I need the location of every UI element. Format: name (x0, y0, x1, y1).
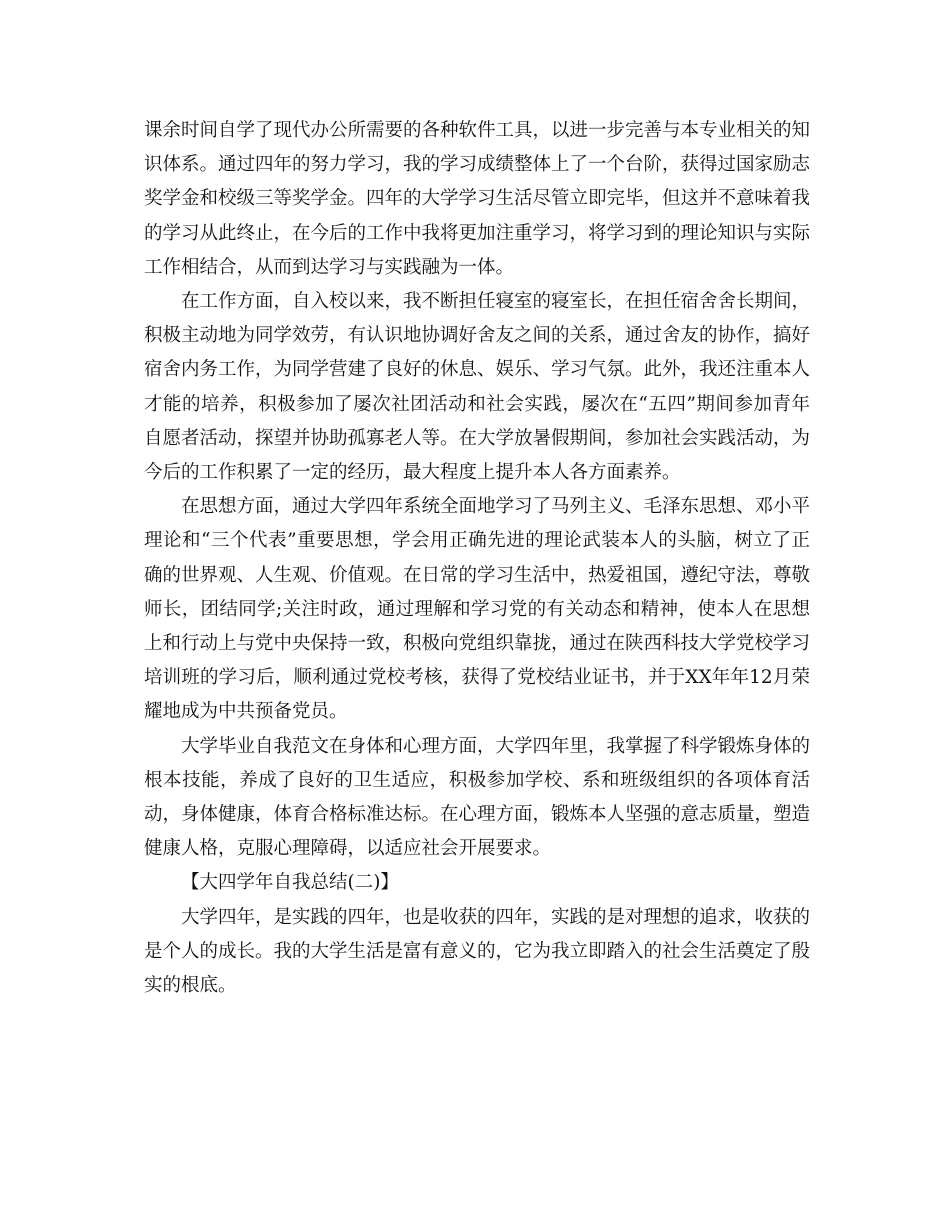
paragraph-thought: 在思想方面，通过大学四年系统全面地学习了马列主义、毛泽东思想、邓小平理论和“三个代表”重要思想，学会用正确先进的理论武装本人的头脑，树立了正确的世界观、人生观、价值观。在日常的学习生活中，热爱祖国，遵纪守法，尊敬师长，团结同学;关注时政，通过理解和学习党的有关动态和精神，使本人在思想上和行动上与党中央保持一致，积极向党组织靠拢，通过在陕西科技大学党校学习培训班的学习后，顺利通过党校考核，获得了党校结业证书，并于XX年年12月荣耀地成为中共预备党员。 (144, 496, 811, 723)
paragraph-intro: 大学四年，是实践的四年，也是收获的四年，实践的是对理想的追求，收获的是个人的成长。我的大学生活是富有意义的，它为我立即踏入的社会生活奠定了殷实的根底。 (144, 906, 811, 997)
paragraph-work: 在工作方面，自入校以来，我不断担任寝室的寝室长，在担任宿舍舍长期间，积极主动地为同学效劳，有认识地协调好舍友之间的关系，通过舍友的协作，搞好宿舍内务工作，为同学营建了良好的休息、娱乐、学习气氛。此外，我还注重本人才能的培养，积极参加了屡次社团活动和社会实践，屡次在“五四”期间参加青年自愿者活动，探望并协助孤寡老人等。在大学放暑假期间，参加社会实践活动，为今后的工作积累了一定的经历，最大程度上提升本人各方面素养。 (144, 291, 811, 484)
paragraph-study: 课余时间自学了现代办公所需要的各种软件工具，以进一步完善与本专业相关的知识体系。通过四年的努力学习，我的学习成绩整体上了一个台阶，获得过国家励志奖学金和校级三等奖学金。四年的大学学习生活尽管立即完毕，但这并不意味着我的学习从此终止，在今后的工作中我将更加注重学习，将学习到的理论知识与实际工作相结合，从而到达学习与实践融为一体。 (144, 120, 811, 278)
document-body (144, 114, 810, 1003)
section-heading: 【大四学年自我总结(二)】 (181, 872, 399, 894)
paragraph-health: 大学毕业自我范文在身体和心理方面，大学四年里，我掌握了科学锻炼身体的根本技能，养成了良好的卫生适应，积极参加学校、系和班级组织的各项体育活动，身体健康，体育合格标准达标。在心理方面，锻炼本人坚强的意志质量，塑造健康人格，克服心理障碍，以适应社会开展要求。 (144, 735, 811, 860)
